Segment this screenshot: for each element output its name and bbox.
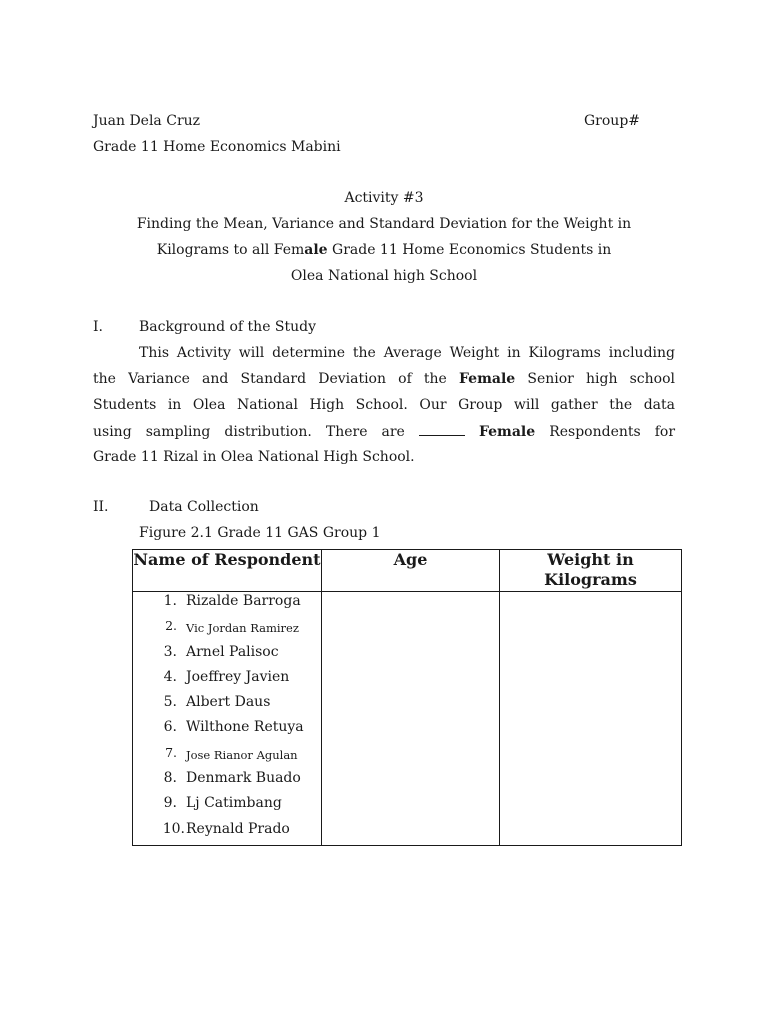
bg-line-2-pre: the Variance and Standard Deviation of the: [93, 371, 447, 387]
figure-caption: Figure 2.1 Grade 11 GAS Group 1: [139, 525, 381, 541]
list-item: 10. Reynald Prado: [162, 820, 290, 837]
header-weight: Weight in Kilograms: [500, 550, 682, 592]
grade-section: Grade 11 Home Economics Mabini: [93, 139, 341, 155]
respondent-table: [132, 549, 682, 846]
list-item: 8. Denmark Buado: [163, 770, 301, 787]
list-item: 6. Wilthone Retuya: [163, 719, 304, 736]
respondent-count-blank[interactable]: [419, 423, 465, 436]
background-line-3: Students in Olea National High School. Our Group will gather the data: [93, 397, 675, 413]
section-2-heading: Data Collection: [149, 499, 259, 515]
list-item: 9. Lj Catimbang: [163, 795, 282, 812]
respondent-list: [133, 592, 321, 845]
header-age: Age: [322, 550, 500, 592]
background-line-2: [93, 371, 675, 387]
section-1-number: I.: [93, 319, 103, 335]
activity-title-line-2: [93, 242, 675, 258]
list-item: 5. Albert Daus: [163, 694, 271, 711]
list-item: 2. Vic Jordan Ramirez: [165, 618, 299, 636]
bg-line-2-bold: Female: [459, 371, 516, 387]
section-2-number: II.: [93, 499, 109, 515]
list-item: 7. Jose Rianor Agulan: [165, 744, 298, 762]
title-line-2-pre: Kilograms to all Fem: [156, 242, 305, 258]
bg-line-4-pre: using sampling distribution. There are: [93, 424, 405, 440]
age-cell[interactable]: [322, 592, 500, 846]
bg-line-2-post: Senior high school: [527, 371, 675, 387]
student-name: Juan Dela Cruz: [93, 113, 201, 129]
background-line-1: This Activity will determine the Average Weight in Kilograms including: [139, 345, 675, 361]
header-name-of-respondent: Name of Respondent: [133, 550, 322, 592]
bg-line-4-post: Respondents for: [549, 424, 676, 440]
list-item: 1. Rizalde Barroga: [163, 593, 301, 609]
weight-cell[interactable]: [500, 592, 682, 846]
background-line-5: Grade 11 Rizal in Olea National High School.: [93, 449, 415, 465]
list-item: 3. Arnel Palisoc: [163, 643, 279, 660]
names-cell: [133, 592, 322, 846]
group-label: Group#: [584, 113, 641, 129]
activity-number: Activity #3: [344, 190, 424, 206]
title-line-2-bold: ale: [304, 242, 328, 258]
section-1-heading: Background of the Study: [139, 319, 317, 335]
activity-title-line-3: Olea National high School: [290, 268, 478, 284]
list-item: 4. Joeffrey Javien: [163, 668, 290, 685]
bg-line-4-bold: Female: [478, 424, 536, 440]
background-line-4: [93, 423, 675, 440]
title-line-2-post: Grade 11 Home Economics Students in: [327, 242, 612, 258]
activity-title-line-1: Finding the Mean, Variance and Standard Deviation for the Weight in: [136, 216, 632, 232]
